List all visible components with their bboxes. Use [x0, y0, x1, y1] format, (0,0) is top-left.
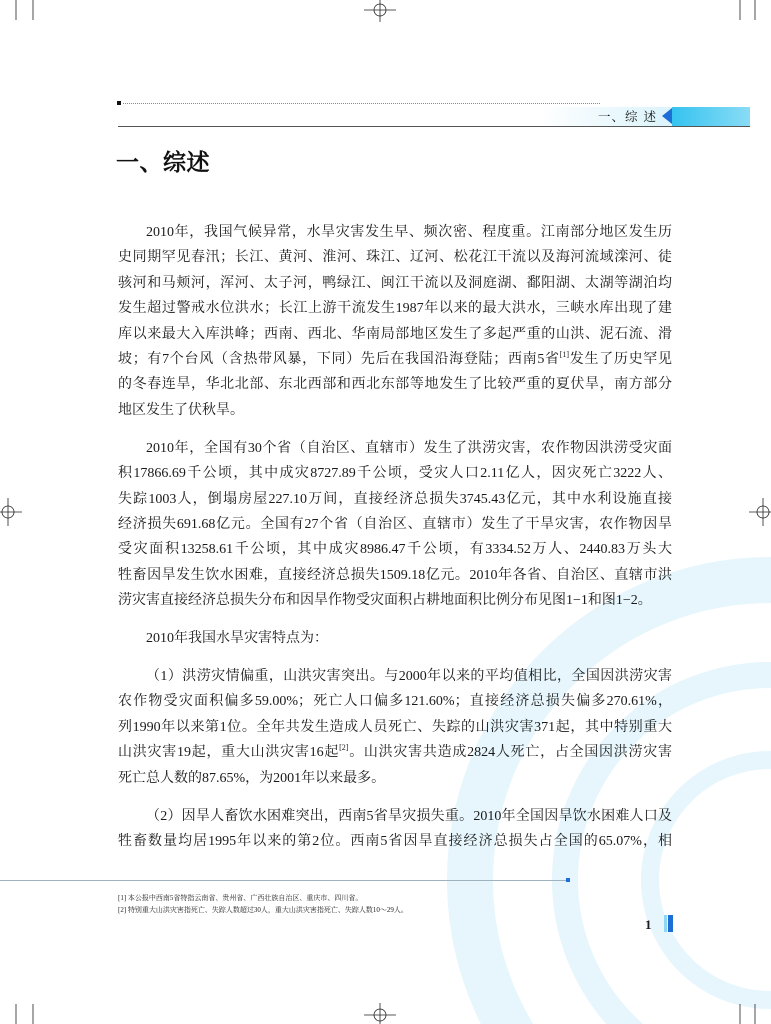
paragraph — [118, 804, 672, 855]
header-bullet — [117, 101, 121, 105]
footnote-reference: [2] — [339, 743, 349, 753]
text-line: （2）因旱人畜饮水困难突出，西南5省旱灾损失重。2010年全国因旱饮水困难人口及 — [146, 808, 672, 824]
text-segment: 坡；有7个台风（含热带风暴，下同）先后在我国沿海登陆；西南5省 — [118, 352, 560, 368]
body-text — [118, 220, 672, 867]
section-title: 一、综述 — [116, 150, 210, 176]
registration-crosshair-icon-left — [0, 498, 22, 526]
registration-crosshair-icon-top — [364, 0, 396, 22]
text-line: 列1990年以来第1位。全年共发生造成人员死亡、失踪的山洪灾害371起，其中特别重大 — [118, 719, 672, 735]
footnote-rule-dot — [566, 878, 570, 882]
registration-crosshair-icon-right — [749, 498, 771, 526]
text-line: 史同期罕见春汛；长江、黄河、淮河、珠江、辽河、松花江干流以及海河流域滦河、徒 — [118, 250, 672, 266]
text-line — [118, 347, 672, 372]
text-line: 2010年，我国气候异常，水旱灾害发生早、频次密、程度重。江南部分地区发生历 — [146, 225, 672, 240]
text-line: 死亡总人数的87.65%，为2001年以来最多。 — [118, 770, 386, 786]
text-line: 的冬春连旱，华北北部、东北西部和西北东部等地发生了比较严重的夏伏旱，南方部分 — [118, 377, 672, 393]
running-header-label: 一、综 述 — [598, 109, 657, 124]
footnote-1: [1] 本公报中西南5省特指云南省、贵州省、广西壮族自治区、重庆市、四川省。 — [118, 894, 363, 902]
text-segment: 山洪灾害19起，重大山洪灾害16起 — [118, 745, 340, 761]
text-line: 积17866.69千公顷，其中成灾8727.89千公顷，受灾人口2.11亿人，因灾死亡3222人、 — [118, 466, 672, 482]
text-line: 发生超过警戒水位洪水；长江上游干流发生1987年以来的最大洪水，三峡水库出现了建 — [118, 301, 672, 317]
text-line: 失踪1003人，倒塌房屋227.10万间，直接经济总损失3745.43亿元，其中水利设施直接 — [118, 491, 672, 507]
header-rule — [118, 126, 750, 127]
text-line: 库以来最大入库洪峰；西南、西北、华南局部地区发生了多起严重的山洪、泥石流、滑 — [118, 326, 672, 342]
paragraph — [118, 220, 672, 423]
page-number: 1 — [645, 917, 652, 932]
text-line: 农作物受灾面积偏多59.00%；死亡人口偏多121.60%；直接经济总损失偏多270.61%， — [118, 694, 672, 710]
text-line: 地区发生了伏秋旱。 — [118, 402, 244, 418]
footnote-2: [2] 特别重大山洪灾害指死亡、失踪人数超过30人，重大山洪灾害指死亡、失踪人数10～29人。 — [118, 906, 408, 914]
text-segment: 发生了历史罕见 — [569, 352, 673, 368]
header-color-block — [672, 107, 750, 126]
text-line: 涝灾害直接经济总损失分布和因旱作物受灾面积占耕地面积比例分布见图1−1和图1−2。 — [118, 593, 652, 609]
text-line: 经济损失691.68亿元。全国有27个省（自治区、直辖市）发生了干旱灾害，农作物因旱 — [118, 516, 672, 532]
footnote-rule — [0, 880, 566, 881]
paragraph — [118, 626, 672, 651]
text-line: 2010年我国水旱灾害特点为： — [146, 631, 328, 647]
text-line: 牲畜数量均居1995年以来的第2位。西南5省因旱直接经济总损失占全国的65.07%，相 — [118, 833, 672, 849]
text-line: 骇河和马颊河，浑河、太子河，鸭绿江、闽江干流以及洞庭湖、鄱阳湖、太湖等湖泊均 — [118, 275, 672, 291]
header-dotted-rule — [123, 103, 600, 104]
running-header-tab — [540, 107, 750, 126]
triangle-left-icon — [662, 108, 672, 124]
footnotes — [118, 892, 672, 916]
page-number-bar-light — [664, 915, 667, 932]
paragraph — [118, 664, 672, 791]
footnote-reference: [1] — [559, 350, 570, 360]
text-line: 2010年，全国有30个省（自治区、直辖市）发生了洪涝灾害，农作物因洪涝受灾面 — [146, 440, 672, 456]
text-line: 受灾面积13258.61千公顷，其中成灾8986.47千公顷，有3334.52万人、2440.83万头大 — [118, 542, 672, 558]
text-segment: 。山洪灾害共造成2824人死亡，占全国因洪涝灾害 — [348, 745, 673, 761]
page-number-bar-dark — [668, 915, 673, 932]
paragraph — [118, 436, 672, 614]
registration-crosshair-icon-bottom — [364, 1003, 396, 1024]
text-line — [118, 740, 672, 765]
text-line: （1）洪涝灾情偏重，山洪灾害突出。与2000年以来的平均值相比，全国因洪涝灾害 — [146, 669, 672, 684]
text-line: 牲畜因旱发生饮水困难，直接经济总损失1509.18亿元。2010年各省、自治区、直辖市洪 — [118, 567, 672, 583]
